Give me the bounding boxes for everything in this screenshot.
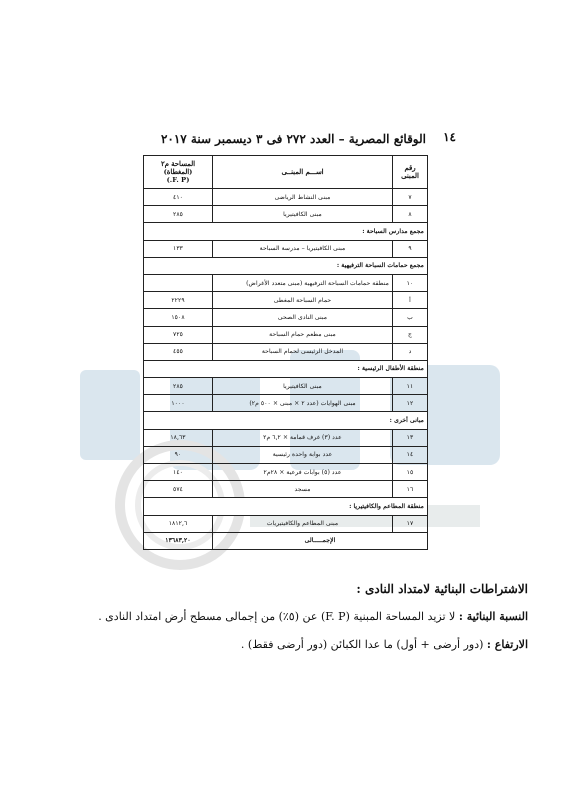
row-number: ١٢	[393, 395, 428, 412]
row-name: المدخل الرئيسى لحمام السباحة	[213, 343, 393, 360]
row-area: ٤٥٥	[144, 343, 213, 360]
total-row	[144, 532, 428, 549]
row-area: ١٥٠٨	[144, 309, 213, 326]
col-header-area-line1: المساحة م٢ (المغطاة)	[160, 160, 196, 176]
row-area: ١٤٠	[144, 464, 213, 481]
ratio-label: النسبة البنائية :	[458, 610, 528, 623]
table-row	[144, 206, 428, 223]
row-name: حمام السباحة المغطى	[213, 292, 393, 309]
row-number: ١٥	[393, 464, 428, 481]
row-number: ب	[393, 309, 428, 326]
group-label: منطقة المطاعم والكافيتيريا :	[144, 498, 428, 515]
row-area: ٢٨٥	[144, 378, 213, 395]
row-number: ١٣	[393, 429, 428, 446]
row-name: مبنى المطاعم والكافيتيريات	[213, 515, 393, 532]
table-group-row	[144, 412, 428, 429]
table-body	[144, 189, 428, 533]
table-row	[144, 326, 428, 343]
table-row	[144, 378, 428, 395]
group-label: مبانى أخرى :	[144, 412, 428, 429]
row-area: ١٠٠٠	[144, 395, 213, 412]
row-area: ٢٨٥	[144, 206, 213, 223]
row-area: ١٨,٦٣	[144, 429, 213, 446]
row-number: د	[393, 343, 428, 360]
row-area: ١٨١٢,٦	[144, 515, 213, 532]
table-group-row	[144, 257, 428, 274]
page-header	[148, 130, 456, 148]
table-row	[144, 429, 428, 446]
row-name: مبنى مطعم حمام السباحة	[213, 326, 393, 343]
row-name: عدد (٥) بوابات فرعية × ٢٨م٢	[213, 464, 393, 481]
table-header-row	[144, 156, 428, 189]
table-row	[144, 515, 428, 532]
row-area: ٤١٠	[144, 189, 213, 206]
group-label: مجمع حمامات السباحة الترفيهية :	[144, 257, 428, 274]
row-name: عدد (٣) غرف قمامة × ٦,٢ م٢	[213, 429, 393, 446]
row-number: ج	[393, 326, 428, 343]
row-name: منطقة حمامات السباحة الترفيهية (مبنى متعدد الأغراض)	[213, 274, 393, 291]
height-label: الارتفاع :	[486, 638, 528, 651]
total-label: الإجمـــــالى	[213, 532, 428, 549]
row-name: عدد بوابة واحدة رئيسية	[213, 446, 393, 463]
row-area: ٢٢٢٩	[144, 292, 213, 309]
row-number: ١٤	[393, 446, 428, 463]
page-number: ١٤	[443, 130, 456, 144]
row-area: ٩٠	[144, 446, 213, 463]
row-number: ٩	[393, 240, 428, 257]
row-name: مبنى الكافيتيريا	[213, 378, 393, 395]
table-group-row	[144, 223, 428, 240]
table-row	[144, 292, 428, 309]
col-header-name: اســـم المبنــى	[213, 156, 393, 189]
row-number: ٧	[393, 189, 428, 206]
table-row	[144, 274, 428, 291]
group-label: منطقة الأطفال الرئيسية :	[144, 360, 428, 377]
table-row	[144, 481, 428, 498]
row-number: ١٠	[393, 274, 428, 291]
row-name: مبنى الكافيتيريا – مدرسة السباحة	[213, 240, 393, 257]
table-row	[144, 464, 428, 481]
conditions-heading: الاشتراطات البنائية لامتداد النادى :	[356, 582, 528, 596]
row-name: مبنى الكافيتيريا	[213, 206, 393, 223]
header-title: الوقائع المصرية – العدد ٢٧٢ فى ٣ ديسمبر سنة ٢٠١٧	[160, 132, 426, 146]
row-number: ٨	[393, 206, 428, 223]
ratio-text: لا تزيد المساحة المبنية (F. P) عن (٥٪) من إجمالى مسطح أرض امتداد النادى .	[98, 610, 456, 623]
table-row	[144, 446, 428, 463]
building-conditions	[38, 578, 528, 656]
row-name: مبنى النشاط الرياضى	[213, 189, 393, 206]
row-number: أ	[393, 292, 428, 309]
col-header-area-line2: (F. P.)	[166, 176, 190, 184]
table-row	[144, 240, 428, 257]
total-value: ١٣٦٨٣,٢٠	[144, 532, 213, 549]
height-text: (دور أرضى + أول) ما عدا الكبائن (دور أرضى فقط) .	[240, 638, 484, 651]
row-number: ١٧	[393, 515, 428, 532]
table-row	[144, 189, 428, 206]
row-name: مبنى النادى الصحى	[213, 309, 393, 326]
row-area: ٧٢٥	[144, 326, 213, 343]
table-group-row	[144, 360, 428, 377]
row-name: مسجد	[213, 481, 393, 498]
ratio-paragraph	[38, 606, 528, 628]
table-row	[144, 395, 428, 412]
table-row	[144, 309, 428, 326]
row-number: ١١	[393, 378, 428, 395]
col-header-area	[144, 156, 213, 189]
row-name: مبنى الهوايات (عدد ٢ × مبنى × ٥٠٠ م٢)	[213, 395, 393, 412]
table-group-row	[144, 498, 428, 515]
group-label: مجمع مدارس السباحة :	[144, 223, 428, 240]
row-area: ١٣٣	[144, 240, 213, 257]
col-header-number: رقم المبنى	[393, 156, 428, 189]
height-paragraph	[38, 634, 528, 656]
table-row	[144, 343, 428, 360]
row-area: ٥٧٤	[144, 481, 213, 498]
row-number: ١٦	[393, 481, 428, 498]
buildings-table	[143, 155, 428, 550]
row-area	[144, 274, 213, 291]
